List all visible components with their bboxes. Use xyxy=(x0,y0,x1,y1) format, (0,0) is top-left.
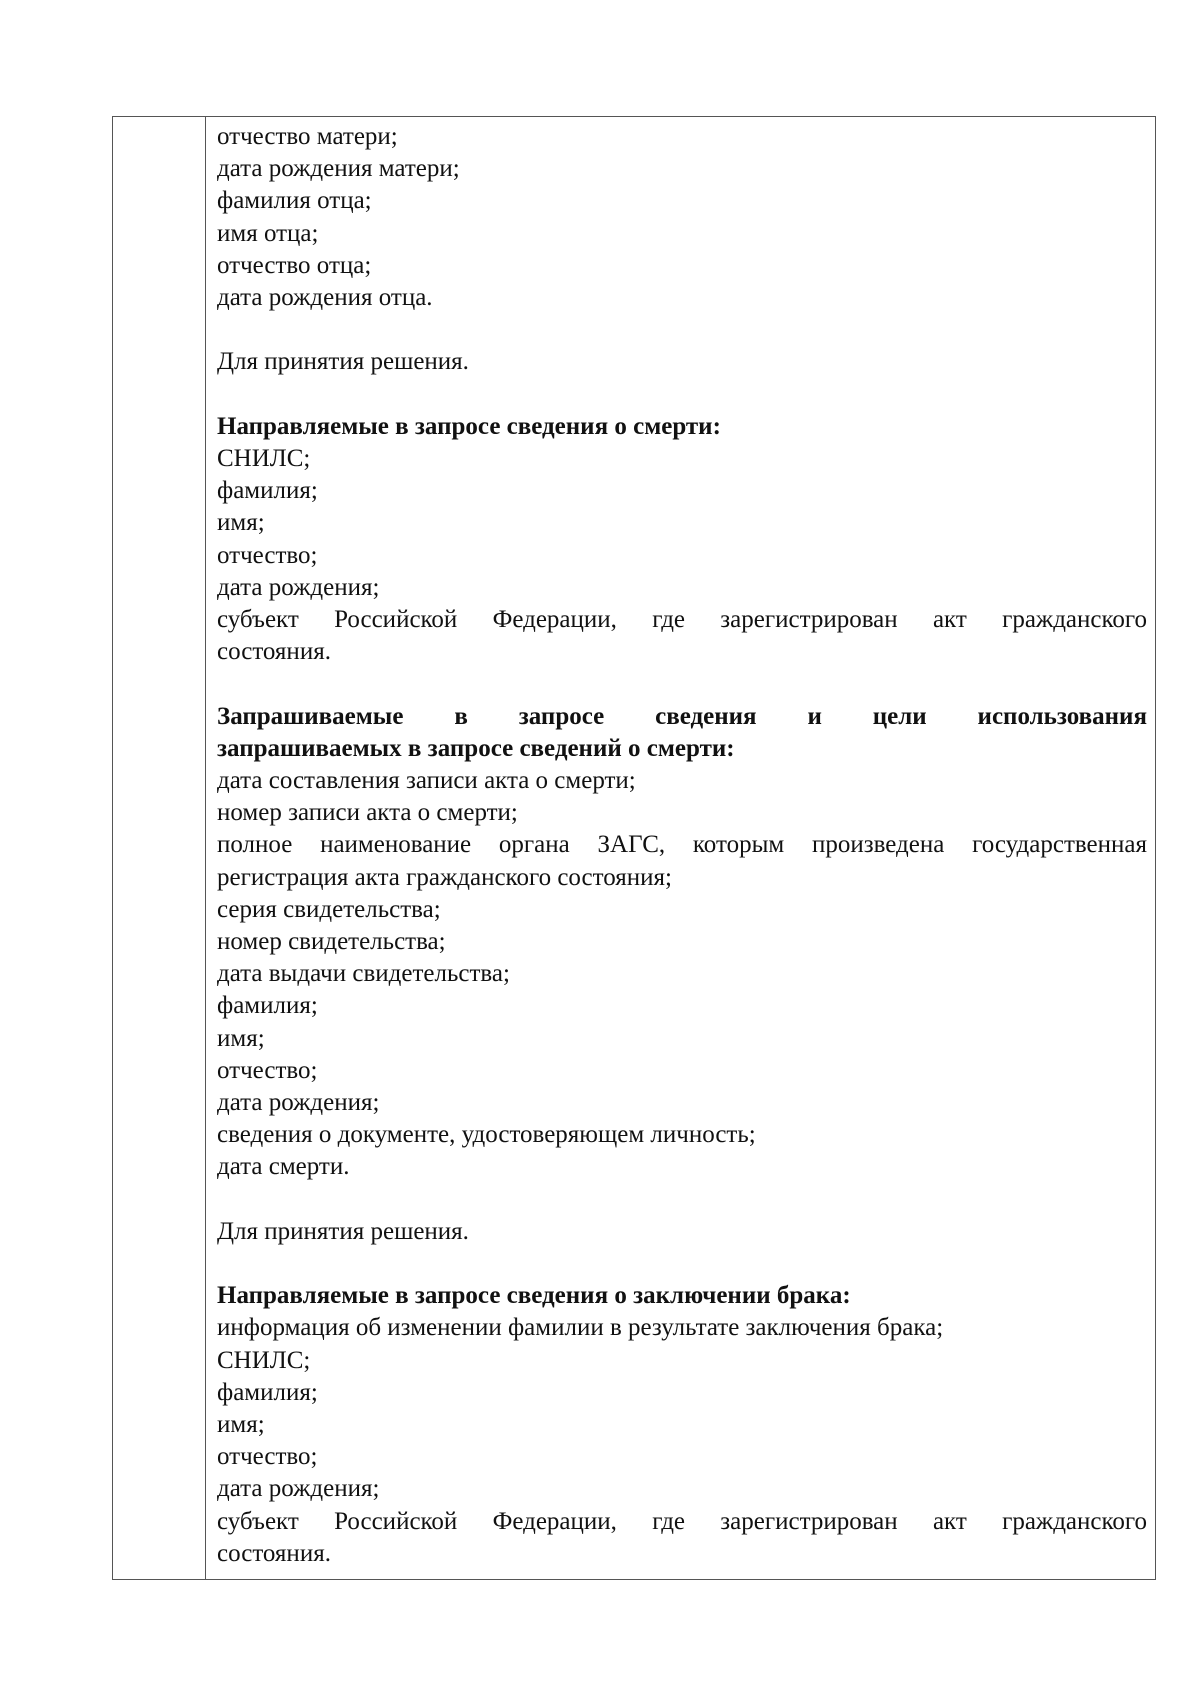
column-divider xyxy=(205,117,206,1579)
list-item: отчество матери; xyxy=(217,123,398,150)
section-heading-marriage-sent: Направляемые в запросе сведения о заключении брака: xyxy=(217,1282,851,1310)
paragraph-gap xyxy=(217,1184,1147,1216)
paragraph-gap xyxy=(217,1248,1147,1280)
section-heading-death-sent: Направляемые в запросе сведения о смерти: xyxy=(217,412,721,440)
list-item: дата рождения; xyxy=(217,573,380,601)
list-item: отчество; xyxy=(217,1443,318,1471)
list-item: имя; xyxy=(217,1024,265,1052)
list-item: сведения о документе, удостоверяющем личность; xyxy=(217,1121,756,1149)
table-cell-content xyxy=(217,121,1147,1570)
list-item: номер свидетельства; xyxy=(217,928,446,956)
list-item: имя; xyxy=(217,1411,265,1439)
table-frame xyxy=(112,116,1156,1580)
list-item: отчество; xyxy=(217,541,318,569)
list-item: полное наименование органа ЗАГС, которым произведена государственная xyxy=(217,831,1147,859)
purpose-text: Для принятия решения. xyxy=(217,1217,469,1245)
section-heading-death-requested: Запрашиваемые в запросе сведения и цели использования xyxy=(217,702,1147,730)
list-item: субъект Российской Федерации, где зарегистрирован акт гражданского xyxy=(217,1507,1147,1535)
list-item: дата составления записи акта о смерти; xyxy=(217,767,636,795)
list-item: информация об изменении фамилии в результате заключения брака; xyxy=(217,1314,944,1342)
list-item: имя отца; xyxy=(217,219,319,247)
list-item: дата рождения; xyxy=(217,1475,380,1503)
list-item: СНИЛС; xyxy=(217,1346,311,1374)
section-heading-death-requested-cont: запрашиваемых в запросе сведений о смерти: xyxy=(217,734,735,762)
list-item: номер записи акта о смерти; xyxy=(217,799,518,827)
list-item: дата смерти. xyxy=(217,1153,350,1181)
purpose-text: Для принятия решения. xyxy=(217,348,469,376)
list-item: серия свидетельства; xyxy=(217,895,441,923)
list-item: регистрация акта гражданского состояния; xyxy=(217,863,672,891)
list-item: дата рождения; xyxy=(217,1089,380,1117)
list-item: отчество отца; xyxy=(217,251,372,279)
list-item: состояния. xyxy=(217,638,331,666)
list-item: имя; xyxy=(217,509,265,537)
list-item: фамилия; xyxy=(217,992,318,1020)
list-item: дата рождения матери; xyxy=(217,155,460,183)
list-item: дата рождения отца. xyxy=(217,284,433,312)
list-item: субъект Российской Федерации, где зарегистрирован акт гражданского xyxy=(217,606,1147,634)
list-item: фамилия; xyxy=(217,477,318,505)
list-item: дата выдачи свидетельства; xyxy=(217,960,510,988)
paragraph-gap xyxy=(217,379,1147,411)
paragraph-gap xyxy=(217,668,1147,700)
list-item: фамилия; xyxy=(217,1378,318,1406)
list-item: СНИЛС; xyxy=(217,445,311,472)
list-item: фамилия отца; xyxy=(217,187,372,215)
paragraph-gap xyxy=(217,314,1147,346)
list-item: состояния. xyxy=(217,1539,331,1567)
list-item: отчество; xyxy=(217,1056,318,1084)
